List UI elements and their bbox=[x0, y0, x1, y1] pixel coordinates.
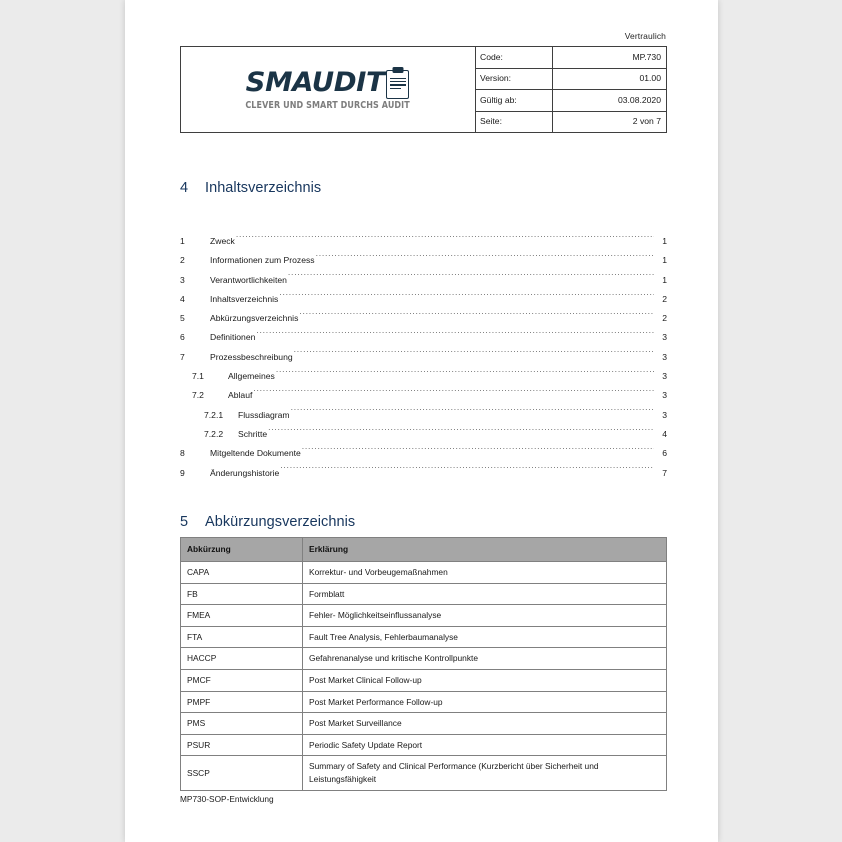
brand-tagline: CLEVER UND SMART DURCHS AUDIT bbox=[245, 99, 411, 111]
meaning-cell: Fault Tree Analysis, Fehlerbaumanalyse bbox=[303, 626, 667, 648]
abbreviations-table bbox=[180, 537, 667, 791]
header-meta-value: MP.730 bbox=[553, 47, 667, 69]
toc-dot-leader bbox=[236, 234, 654, 244]
toc-entry[interactable] bbox=[180, 425, 667, 444]
toc-entry-page: 6 bbox=[662, 448, 667, 459]
toc-entry[interactable] bbox=[180, 328, 667, 347]
toc-entry-title: Verantwortlichkeiten bbox=[210, 274, 287, 285]
table-of-contents bbox=[180, 232, 667, 483]
toc-entry[interactable] bbox=[180, 444, 667, 463]
confidential-label: Vertraulich bbox=[624, 31, 666, 41]
toc-entry-number: 1 bbox=[180, 236, 185, 246]
toc-dot-leader bbox=[279, 292, 654, 302]
table-row bbox=[181, 691, 667, 713]
table-row bbox=[181, 756, 667, 790]
toc-dot-leader bbox=[291, 408, 654, 418]
abbreviation-cell: FMEA bbox=[181, 605, 303, 627]
column-header: Abkürzung bbox=[181, 538, 303, 562]
toc-dot-leader bbox=[276, 369, 654, 379]
meaning-cell: Formblatt bbox=[303, 583, 667, 605]
toc-entry-page: 1 bbox=[662, 274, 667, 285]
abbreviation-cell: FTA bbox=[181, 626, 303, 648]
document-page bbox=[125, 0, 718, 842]
toc-entry-title: Definitionen bbox=[210, 332, 256, 343]
toc-entry[interactable] bbox=[180, 386, 667, 405]
toc-entry-title: Inhaltsverzeichnis bbox=[210, 293, 279, 304]
heading-abbr-number: 5 bbox=[180, 514, 189, 530]
meaning-cell: Summary of Safety and Clinical Performance (Kurzbericht über Sicherheit und Leistungsfähigkeit bbox=[303, 756, 667, 790]
page-title-abbreviations bbox=[180, 514, 355, 530]
meaning-cell: Fehler- Möglichkeitseinflussanalyse bbox=[303, 605, 667, 627]
toc-dot-leader bbox=[294, 350, 654, 360]
abbreviation-cell: SSCP bbox=[181, 756, 303, 790]
table-header-row bbox=[181, 538, 667, 562]
header-meta-value: 2 von 7 bbox=[553, 111, 667, 133]
table-row bbox=[181, 626, 667, 648]
abbreviation-cell: PMCF bbox=[181, 669, 303, 691]
toc-entry-title: Allgemeines bbox=[228, 371, 275, 382]
toc-entry[interactable] bbox=[180, 232, 667, 251]
document-header-table bbox=[180, 46, 667, 133]
toc-dot-leader bbox=[280, 466, 654, 476]
toc-entry[interactable] bbox=[180, 251, 667, 270]
abbreviation-cell: PMPF bbox=[181, 691, 303, 713]
toc-entry-title: Ablauf bbox=[228, 390, 253, 401]
meaning-cell: Korrektur- und Vorbeugemaßnahmen bbox=[303, 562, 667, 584]
toc-dot-leader bbox=[256, 330, 654, 340]
toc-entry[interactable] bbox=[180, 290, 667, 309]
table-row bbox=[181, 648, 667, 670]
brand-logo-cell bbox=[181, 47, 476, 133]
toc-entry-number: 7.2 bbox=[192, 390, 204, 401]
toc-entry-number: 8 bbox=[180, 448, 185, 459]
toc-entry-page: 1 bbox=[662, 236, 667, 246]
toc-entry[interactable] bbox=[180, 406, 667, 425]
toc-entry-page: 2 bbox=[662, 293, 667, 304]
toc-entry-title: Abkürzungsverzeichnis bbox=[210, 313, 299, 324]
meaning-cell: Post Market Clinical Follow-up bbox=[303, 669, 667, 691]
toc-entry-title: Prozessbeschreibung bbox=[210, 351, 293, 362]
header-meta-label: Gültig ab: bbox=[476, 90, 553, 112]
toc-entry-page: 3 bbox=[662, 390, 667, 401]
toc-entry-number: 4 bbox=[180, 293, 185, 304]
toc-entry-number: 9 bbox=[180, 467, 185, 478]
toc-entry-number: 7.1 bbox=[192, 371, 204, 382]
footer-text: MP730-SOP-Entwicklung bbox=[180, 794, 274, 804]
header-meta-value: 03.08.2020 bbox=[553, 90, 667, 112]
page-title-toc bbox=[180, 180, 321, 196]
brand-logo bbox=[181, 53, 475, 127]
toc-dot-leader bbox=[316, 253, 654, 263]
toc-dot-leader bbox=[299, 311, 654, 321]
toc-entry-page: 3 bbox=[662, 332, 667, 343]
meaning-cell: Periodic Safety Update Report bbox=[303, 734, 667, 756]
table-row bbox=[181, 562, 667, 584]
table-row bbox=[181, 605, 667, 627]
toc-entry-page: 3 bbox=[662, 371, 667, 382]
toc-entry-page: 3 bbox=[662, 409, 667, 420]
table-row bbox=[181, 713, 667, 735]
meaning-cell: Post Market Performance Follow-up bbox=[303, 691, 667, 713]
column-header: Erklärung bbox=[303, 538, 667, 562]
toc-entry[interactable] bbox=[180, 309, 667, 328]
toc-entry-title: Schritte bbox=[238, 428, 268, 439]
toc-entry-number: 2 bbox=[180, 255, 185, 266]
toc-entry[interactable] bbox=[180, 464, 667, 483]
toc-entry-number: 3 bbox=[180, 274, 185, 285]
abbreviation-cell: PMS bbox=[181, 713, 303, 735]
toc-entry-title: Flussdiagram bbox=[238, 409, 290, 420]
toc-entry-number: 7.2.1 bbox=[204, 409, 224, 420]
table-row bbox=[181, 669, 667, 691]
toc-entry[interactable] bbox=[180, 271, 667, 290]
toc-entry[interactable] bbox=[180, 367, 667, 386]
table-row bbox=[181, 734, 667, 756]
heading-toc-title: Inhaltsverzeichnis bbox=[205, 180, 322, 196]
toc-entry-title: Informationen zum Prozess bbox=[210, 255, 315, 266]
abbreviation-cell: HACCP bbox=[181, 648, 303, 670]
header-meta-value: 01.00 bbox=[553, 68, 667, 90]
heading-toc-number: 4 bbox=[180, 180, 189, 196]
meaning-cell: Gefahrenanalyse und kritische Kontrollpunkte bbox=[303, 648, 667, 670]
toc-entry-number: 7 bbox=[180, 351, 185, 362]
abbreviation-cell: PSUR bbox=[181, 734, 303, 756]
brand-wordmark: SMAUDIT bbox=[245, 66, 385, 98]
meaning-cell: Post Market Surveillance bbox=[303, 713, 667, 735]
toc-dot-leader bbox=[288, 273, 654, 283]
heading-abbr-title: Abkürzungsverzeichnis bbox=[205, 514, 356, 530]
toc-entry-number: 5 bbox=[180, 313, 185, 324]
abbreviation-cell: CAPA bbox=[181, 562, 303, 584]
clipboard-icon bbox=[386, 70, 409, 99]
toc-entry-page: 2 bbox=[662, 313, 667, 324]
toc-entry[interactable] bbox=[180, 348, 667, 367]
toc-entry-title: Änderungshistorie bbox=[210, 467, 280, 478]
toc-entry-page: 3 bbox=[662, 351, 667, 362]
toc-dot-leader bbox=[253, 388, 654, 398]
header-meta-row bbox=[181, 47, 667, 69]
toc-entry-title: Mitgeltende Dokumente bbox=[210, 448, 301, 459]
header-meta-label: Seite: bbox=[476, 111, 553, 133]
toc-entry-page: 7 bbox=[662, 467, 667, 478]
header-meta-label: Version: bbox=[476, 68, 553, 90]
abbreviation-cell: FB bbox=[181, 583, 303, 605]
table-row bbox=[181, 583, 667, 605]
header-meta-label: Code: bbox=[476, 47, 553, 69]
toc-entry-page: 1 bbox=[662, 255, 667, 266]
toc-entry-title: Zweck bbox=[210, 236, 235, 246]
toc-dot-leader bbox=[268, 427, 654, 437]
toc-entry-page: 4 bbox=[662, 428, 667, 439]
toc-entry-number: 6 bbox=[180, 332, 185, 343]
toc-entry-number: 7.2.2 bbox=[204, 428, 224, 439]
toc-dot-leader bbox=[302, 446, 654, 456]
